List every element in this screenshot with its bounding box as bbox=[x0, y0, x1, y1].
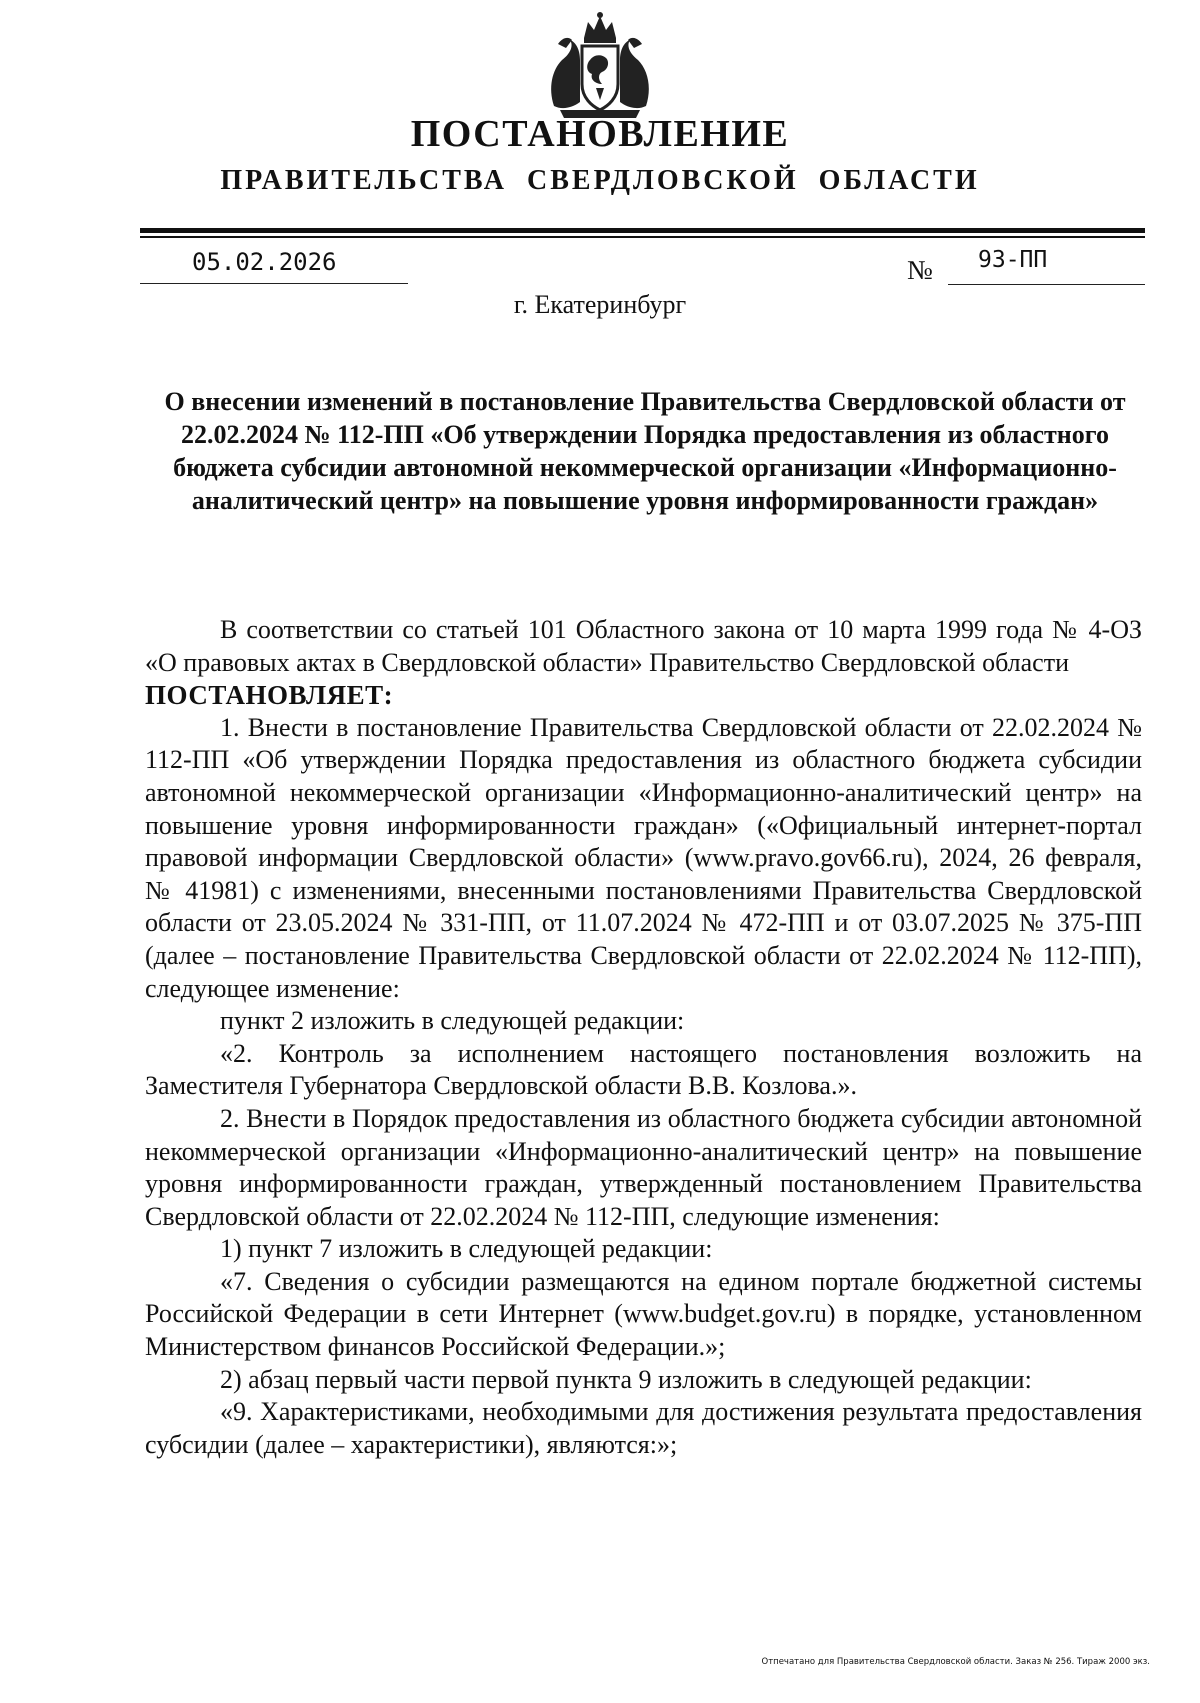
number-sign: № bbox=[907, 255, 933, 285]
preamble-paragraph: В соответствии со статьей 101 Областного закона от 10 марта 1999 года № 4-ОЗ «О правовых актах в Свердловской области» Правительство Свердловской области bbox=[145, 615, 1142, 677]
header-divider-thick bbox=[140, 228, 1145, 233]
paragraph-2-2: 2) абзац первый части первой пункта 9 изложить в следующей редакции: bbox=[220, 1364, 1032, 1394]
date-underline bbox=[140, 283, 408, 284]
paragraph-1a: пункт 2 изложить в следующей редакции: bbox=[220, 1006, 685, 1036]
document-body bbox=[145, 614, 1142, 1461]
paragraph-2-1a: «7. Сведения о субсидии размещаются на едином портале бюджетной системы Российской Федерации в сети Интернет (www.budget.gov.ru) в порядке, установленном Министерством финансов Российской Федерации.»; bbox=[145, 1266, 1142, 1362]
header-divider-thin bbox=[140, 236, 1145, 238]
coat-of-arms-icon bbox=[540, 10, 660, 122]
print-footer: Отпечатано для Правительства Свердловской области. Заказ № 256. Тираж 2000 экз. bbox=[761, 1657, 1150, 1667]
paragraph-2-1: 1) пункт 7 изложить в следующей редакции: bbox=[220, 1234, 713, 1264]
paragraph-1: 1. Внести в постановление Правительства Свердловской области от 22.02.2024 № 112-ПП «Об утверждении Порядка предоставления из областного бюджета субсидии автономной некоммерческой организации «Информационно-аналитический центр» на повышение уровня информированности граждан» («Официальный интернет-портал правовой информации Свердловской области» (www.pravo.gov66.ru), 2024, 26 февраля, № 41981) с изменениями, внесенными постановлениями Правительства Свердловской области от 23.05.2024 № 331-ПП, от 11.07.2024 № 472-ПП и от 03.07.2025 № 375-ПП (далее – постановление Правительства Свердловской области от 22.02.2024 № 112-ПП), следующее изменение: bbox=[145, 712, 1142, 1003]
document-date: 05.02.2026 bbox=[192, 248, 337, 276]
document-number: 93-ПП bbox=[978, 247, 1048, 273]
decree-word: ПОСТАНОВЛЯЕТ: bbox=[145, 680, 394, 711]
paragraph-2: 2. Внести в Порядок предоставления из областного бюджета субсидии автономной некоммерческой организации «Информационно-аналитический центр» на повышение уровня информированности граждан, утвержденный постановлением Правительства Свердловской области от 22.02.2024 № 112-ПП, следующие изменения: bbox=[145, 1103, 1142, 1231]
paragraph-1b: «2. Контроль за исполнением настоящего постановления возложить на Заместителя Губернатора Свердловской области В.В. Козлова.». bbox=[145, 1038, 1142, 1101]
number-underline bbox=[948, 284, 1145, 285]
document-city: г. Екатеринбург bbox=[513, 290, 687, 319]
document-subtitle: ПРАВИТЕЛЬСТВА СВЕРДЛОВСКОЙ ОБЛАСТИ bbox=[220, 165, 980, 196]
document-title: ПОСТАНОВЛЕНИЕ bbox=[410, 113, 790, 155]
paragraph-2-2a: «9. Характеристиками, необходимыми для достижения результата предоставления субсидии (далее – характеристики), являются:»; bbox=[145, 1397, 1142, 1459]
document-heading: О внесении изменений в постановление Правительства Свердловской области от 22.02.2024 № 112-ПП «Об утверждении Порядка предоставления из областного бюджета субсидии автономной некоммерческой организации «Информационно-аналитический центр» на повышение уровня информированности граждан» bbox=[164, 387, 1126, 515]
